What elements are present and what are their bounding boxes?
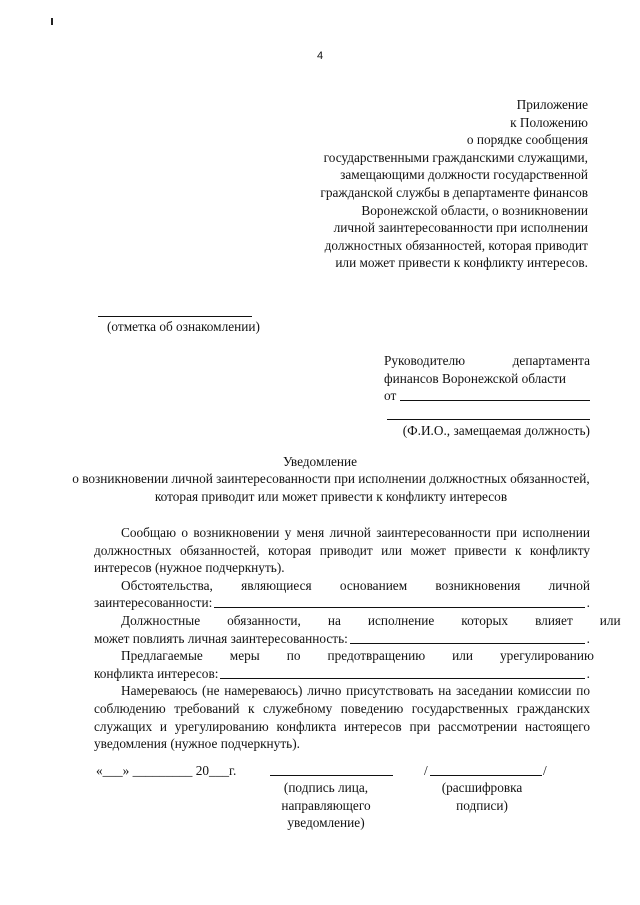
appendix-line: или может привести к конфликту интересов. xyxy=(335,255,588,271)
word: Предлагаемые xyxy=(121,648,203,664)
word: или xyxy=(599,612,621,628)
field-label: заинтересованности: xyxy=(94,595,213,611)
word: урегулированию xyxy=(500,648,594,664)
appendix-line: замещающими должности государственной xyxy=(340,167,588,183)
slash-right: / xyxy=(543,763,547,778)
word: исполнение xyxy=(367,612,435,628)
word: которых xyxy=(461,612,509,628)
addressee-word: Руководителю xyxy=(384,353,466,368)
addressee-word: департамента xyxy=(512,353,590,368)
addressee-line1 xyxy=(384,352,590,370)
addressee-block xyxy=(384,352,590,405)
field-label: конфликта интересов: xyxy=(94,665,219,681)
notice-title: Уведомление xyxy=(282,454,358,469)
word: по xyxy=(286,648,301,664)
slash-left: / xyxy=(424,763,428,778)
word: меры xyxy=(229,648,260,664)
appendix-line: к Положению xyxy=(510,114,588,130)
acknowledgement-line xyxy=(98,316,252,317)
acknowledgement-label: (отметка об ознакомлении) xyxy=(107,319,260,334)
word: или xyxy=(452,648,474,664)
paragraph-1: Сообщаю о возникновении у меня личной заинтересованности при исполнении должностных обязанностей, которая приводит или может привести к конфликту интересов (нужное подчеркнуть). xyxy=(94,525,590,576)
word: Должностные xyxy=(121,612,201,628)
field-label: может повлиять личная заинтересованность: xyxy=(94,630,348,646)
date-month: _________ xyxy=(132,763,193,778)
word: являющиеся xyxy=(241,577,312,593)
appendix-line: гражданской службы в департаменте финансов xyxy=(320,184,588,200)
word: возникновения xyxy=(435,577,521,593)
decode-caption: (расшифровка подписи) xyxy=(441,780,523,813)
signature-caption: (подпись лица, направляющего уведомление) xyxy=(281,780,371,831)
word: влияет xyxy=(535,612,573,628)
word: предотвращению xyxy=(327,648,426,664)
paragraph-4-line1 xyxy=(94,647,594,665)
blank-line xyxy=(220,665,584,679)
paragraph-3-line2: может повлиять личная заинтересованность: . xyxy=(94,630,590,646)
appendix-line: Приложение xyxy=(516,97,588,112)
word: на xyxy=(327,612,341,628)
appendix-header xyxy=(268,96,588,272)
appendix-line: должностных обязанностей, которая приводит xyxy=(324,237,588,253)
date-day: «___» xyxy=(96,763,130,778)
paragraph-4-line2: конфликта интересов: . xyxy=(94,665,590,681)
word: основанием xyxy=(339,577,408,593)
fio-label: (Ф.И.О., замещаемая должность) xyxy=(402,423,590,438)
word: обязанности, xyxy=(227,612,301,628)
appendix-line: о порядке сообщения xyxy=(466,132,588,148)
notice-subtitle: о возникновении личной заинтересованности при исполнении должностных обязанностей, которая приводит или может привести к конфликту интересов xyxy=(72,471,590,504)
signature-date xyxy=(96,762,236,780)
page-number: 4 xyxy=(316,50,324,62)
appendix-line: Воронежской области, о возникновении xyxy=(361,202,588,218)
paragraph-3-line1 xyxy=(94,612,621,630)
appendix-line: личной заинтересованности при исполнении xyxy=(333,220,588,236)
addressee-line2: финансов Воронежской области xyxy=(384,370,567,386)
paragraph-2-line1 xyxy=(94,577,590,595)
appendix-line: государственными гражданскими служащими, xyxy=(323,149,588,165)
fio-blank-line xyxy=(387,419,590,420)
date-year: 20___г. xyxy=(195,763,237,778)
from-field xyxy=(384,387,590,405)
word: Обстоятельства, xyxy=(121,577,213,593)
paragraph-2-line2: заинтересованности: . xyxy=(94,595,590,611)
paragraph-5: Намереваюсь (не намереваюсь) лично присутствовать на заседании комиссии по соблюдению требований к служебному поведению государственных гражданских служащих и урегулированию конфликта интересов при рассмотрении настоящего уведомления (нужное подчеркнуть). xyxy=(94,683,590,752)
blank-line xyxy=(350,630,585,644)
signature-line xyxy=(270,775,393,776)
signature-decode-line xyxy=(430,775,542,776)
scan-mark xyxy=(51,18,53,25)
from-blank-line xyxy=(400,387,590,401)
blank-line xyxy=(214,594,584,608)
word: личной xyxy=(548,577,590,593)
from-label: от xyxy=(384,388,397,404)
notice-body xyxy=(94,524,621,753)
